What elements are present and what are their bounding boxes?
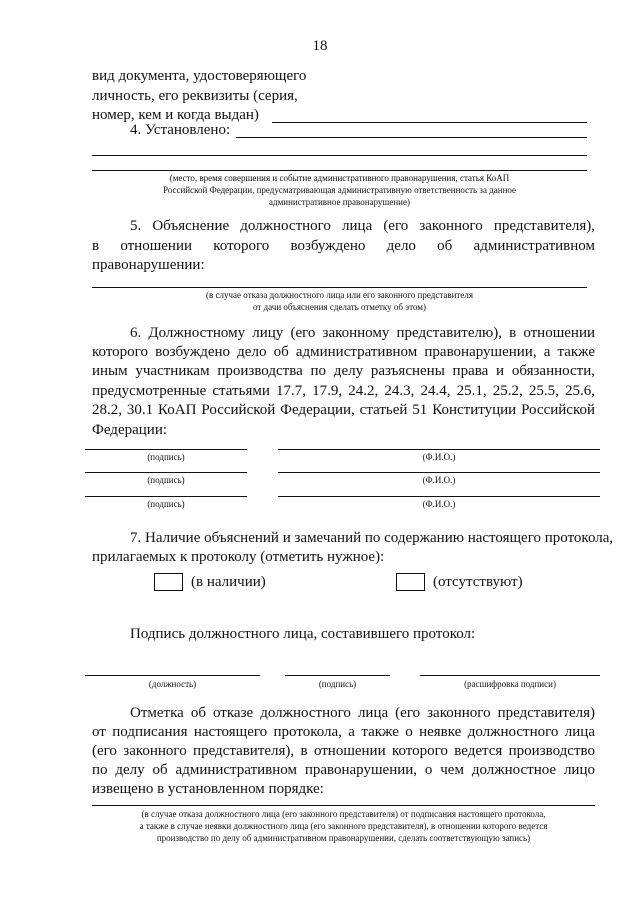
item5-line3: правонарушении:	[92, 257, 205, 273]
item3-line1: вид документа, удостоверяющего	[92, 68, 307, 84]
present-option-label: (в наличии)	[191, 574, 266, 590]
explanation-field-line[interactable]	[92, 287, 587, 288]
item5-caption2: от дачи объяснения сделать отметку об этом)	[253, 302, 426, 312]
absent-checkbox[interactable]	[396, 573, 425, 591]
refusal-line2: от подписания настоящего протокола, а также о неявке должностного лица	[92, 724, 595, 740]
item6-line6: Федерации:	[92, 422, 168, 438]
refusal-line5: извещено в установленном порядке:	[92, 781, 324, 797]
fio-caption-3: (Ф.И.О.)	[422, 499, 456, 509]
item5-line1: 5. Объяснение должностного лица (его законного представителя),	[130, 218, 595, 234]
refusal-field-line[interactable]	[92, 805, 595, 806]
official-signature-line[interactable]	[285, 675, 390, 676]
item3-line2: личность, его реквизиты (серия,	[92, 88, 298, 104]
fio-caption-1: (Ф.И.О.)	[422, 452, 456, 462]
item6-line2: которого возбуждено дело об административном правонарушении, а также	[92, 344, 595, 360]
official-signature-title: Подпись должностного лица, составившего протокол:	[130, 626, 476, 642]
participant-signature-line-1[interactable]	[85, 449, 247, 450]
item4-caption2: Российской Федерации, предусматривающая административную ответственность за данное	[162, 185, 517, 195]
refusal-line4: по делу об административном правонарушении, о чем должностное лицо	[92, 762, 595, 778]
item7-line1: 7. Наличие объяснений и замечаний по содержанию настоящего протокола,	[130, 530, 614, 546]
item6-line1: 6. Должностному лицу (его законному представителю), в отношении	[130, 325, 595, 341]
refusal-line1: Отметка об отказе должностного лица (его законного представителя)	[130, 705, 595, 721]
position-caption: (должность)	[148, 679, 197, 689]
item4-label: 4. Установлено:	[130, 122, 231, 138]
participant-signature-line-2[interactable]	[85, 472, 247, 473]
refusal-caption3: производство по делу об административном правонарушении, сделать соответствующую запись)	[156, 833, 531, 843]
official-position-line[interactable]	[85, 675, 260, 676]
item4-caption1: (место, время совершения и событие административного правонарушения, статья КоАП	[169, 173, 510, 183]
established-field-line-3[interactable]	[92, 170, 587, 171]
item6-line3: иным участникам производства по делу разъяснены права и обязанности,	[92, 363, 595, 379]
item4-caption3: административное правонарушение)	[269, 197, 410, 207]
item6-line4: предусмотренные статьями 17.7, 17.9, 24.2, 24.3, 24.4, 25.1, 25.2, 25.5, 25.6,	[92, 383, 595, 399]
item5-line2: в отношении которого возбуждено дело об административном	[92, 238, 595, 254]
established-field-line-1[interactable]	[236, 137, 587, 138]
refusal-caption2: а также в случае неявки должностного лица (его законного представителя), в отношении которого ведется	[139, 821, 548, 831]
item5-caption1: (в случае отказа должностного лица или его законного представителя	[206, 290, 473, 300]
participant-fio-line-3[interactable]	[278, 496, 600, 497]
participant-fio-line-2[interactable]	[278, 472, 600, 473]
signature-caption-1: (подпись)	[147, 452, 185, 462]
item3-line3: номер, кем и когда выдан)	[92, 107, 259, 123]
page-number: 18	[312, 38, 328, 54]
absent-option-label: (отсутствуют)	[433, 574, 523, 590]
participant-signature-line-3[interactable]	[85, 496, 247, 497]
official-decoding-line[interactable]	[420, 675, 600, 676]
signature-caption-3: (подпись)	[147, 499, 185, 509]
established-field-line-2[interactable]	[92, 155, 587, 156]
item7-line2: прилагаемых к протоколу (отметить нужное):	[92, 549, 385, 565]
document-id-field-line[interactable]	[272, 122, 587, 123]
decoding-caption: (расшифровка подписи)	[464, 679, 556, 689]
participant-fio-line-1[interactable]	[278, 449, 600, 450]
present-checkbox[interactable]	[154, 573, 183, 591]
refusal-caption1: (в случае отказа должностного лица (его законного представителя) от подписания настоящего протокола,	[141, 809, 546, 819]
item6-line5: 28.2, 30.1 КоАП Российской Федерации, статьей 51 Конституции Российской	[92, 402, 595, 418]
fio-caption-2: (Ф.И.О.)	[422, 475, 456, 485]
refusal-line3: (его законного представителя), в отношении которого ведется производство	[92, 743, 595, 759]
signature-caption-2: (подпись)	[147, 475, 185, 485]
official-signature-caption: (подпись)	[318, 679, 357, 689]
